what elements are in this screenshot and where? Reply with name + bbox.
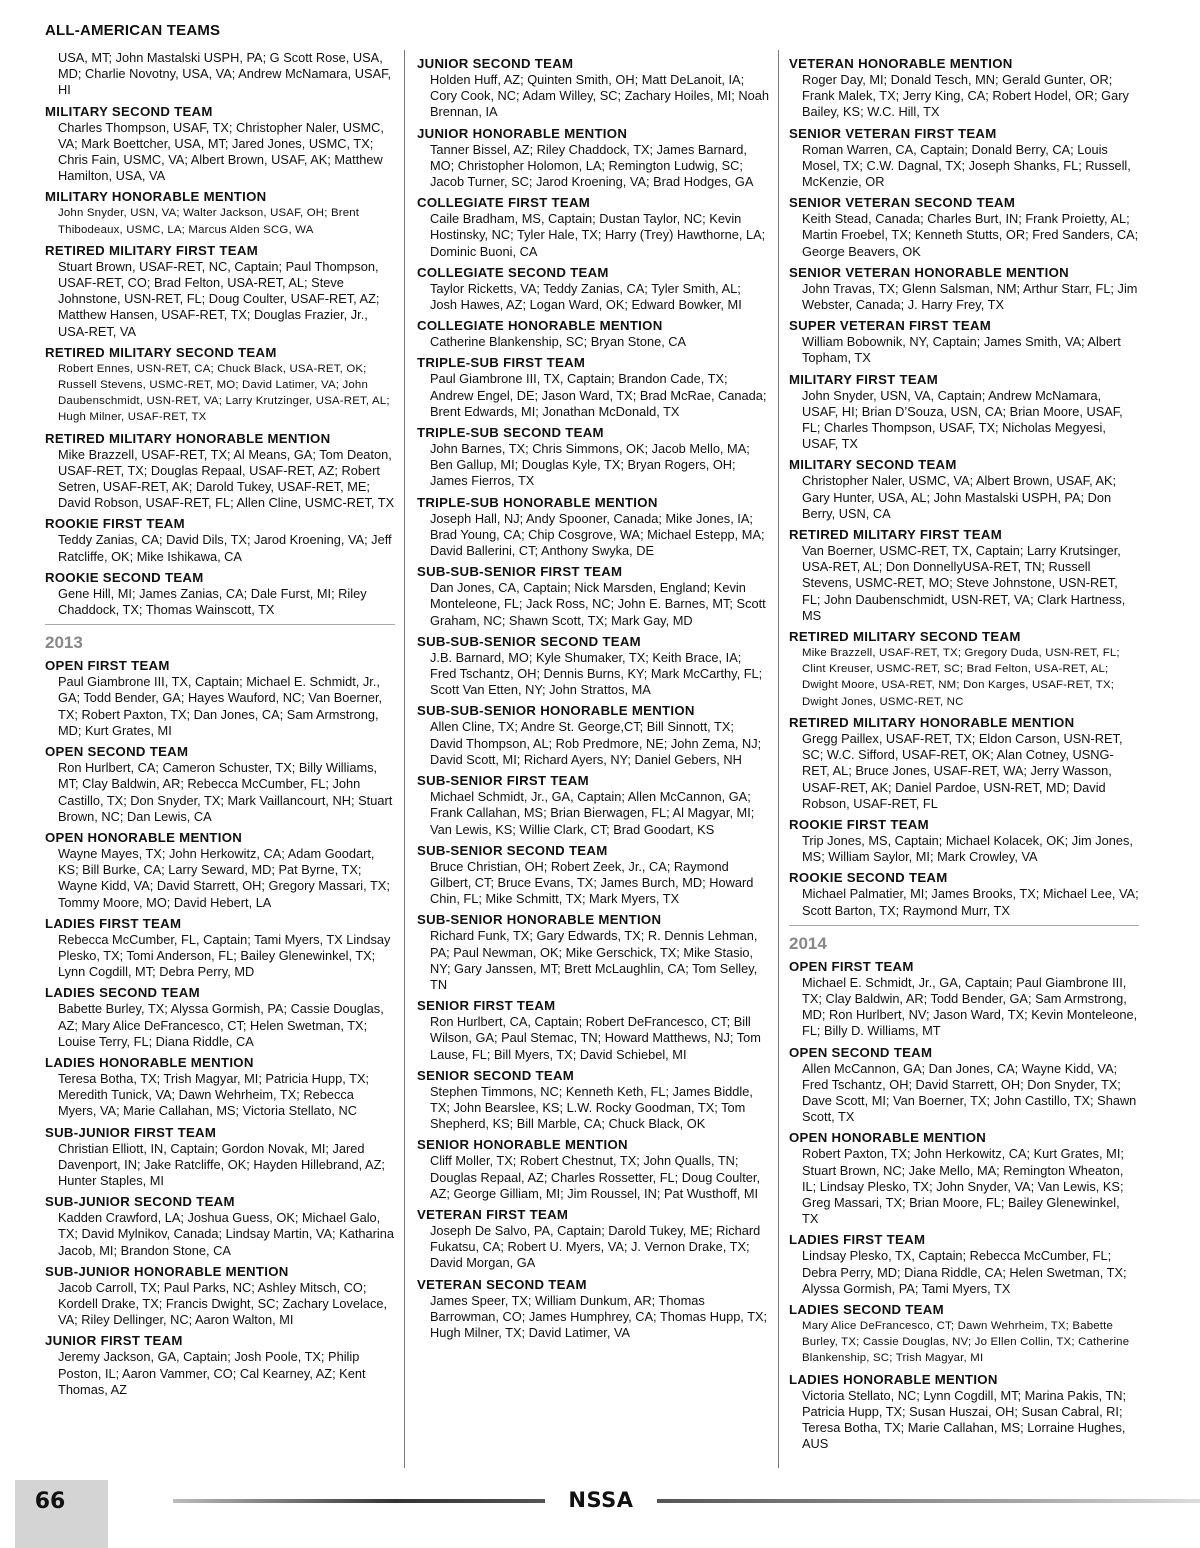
team-heading: OPEN SECOND TEAM: [789, 1044, 933, 1060]
team-section: [417, 564, 769, 629]
team-heading: JUNIOR SECOND TEAM: [417, 56, 574, 71]
team-heading: SENIOR FIRST TEAM: [417, 998, 556, 1014]
team-heading: MILITARY SECOND TEAM: [45, 103, 213, 119]
team-roster: John Barnes, TX; Chris Simmons, OK; Jacob Mello, MA; Ben Gallup, MI; Douglas Kyle, TX; Bryan Rogers, OH; James Fierros, TX: [430, 441, 750, 489]
team-section: [417, 495, 769, 560]
team-heading: ROOKIE FIRST TEAM: [45, 516, 185, 532]
team-heading: VETERAN HONORABLE MENTION: [789, 56, 1013, 71]
team-section: [417, 634, 769, 699]
column-divider: [404, 50, 405, 1468]
team-roster: Rebecca McCumber, FL, Captain; Tami Myers, TX Lindsay Plesko, TX; Tomi Anderson, FL; Bailey Glenewinkel, TX; Lynn Cogdill, MT; Debra Perry, MD: [58, 931, 391, 980]
team-section: [789, 817, 1139, 865]
team-section: [789, 870, 1139, 918]
team-section: [789, 1372, 1139, 1453]
team-roster: Holden Huff, AZ; Quinten Smith, OH; Matt DeLanoit, IA; Cory Cook, NC; Adam Willey, SC; Zachary Hoiles, MI; Noah Brennan, IA: [430, 72, 769, 120]
team-roster: William Bobownik, NY, Captain; James Smith, VA; Albert Topham, TX: [802, 334, 1121, 366]
team-section: [417, 1207, 769, 1272]
team-roster: Taylor Ricketts, VA; Teddy Zanias, CA; Tyler Smith, AL; Josh Hawes, AZ; Logan Ward, OK; Edward Bowker, MI: [430, 280, 742, 313]
team-heading: OPEN HONORABLE MENTION: [789, 1130, 987, 1146]
team-roster: John Travas, TX; Glenn Salsman, NM; Arthur Starr, FL; Jim Webster, Canada; J. Harry Frey, TX: [802, 280, 1138, 313]
team-section: [789, 629, 1139, 710]
team-section: [417, 56, 769, 121]
team-section: [417, 1068, 769, 1133]
team-roster: Robert Ennes, USN-RET, CA; Chuck Black, USA-RET, OK; Russell Stevens, USMC-RET, MO; David Latimer, VA; John Daubenschmidt, USN-RET, VA; Larry Krutzinger, USA-RET, AL; Hugh Milner, USAF-RET, TX: [58, 362, 390, 424]
team-roster: Richard Funk, TX; Gary Edwards, TX; R. Dennis Lehman, PA; Paul Newman, OK; Mike Gerschick, TX; Mike Stasio, NY; Gary Janssen, MT; Brett McLaughlin, CA; Tom Selley, TN: [430, 928, 758, 992]
team-section: [417, 1137, 769, 1202]
team-section: [45, 1333, 395, 1398]
team-section: [789, 1232, 1139, 1297]
team-roster: Robert Paxton, TX; John Herkowitz, CA; Kurt Grates, MI; Stuart Brown, NC; Jake Mello, MA; Remington Wheaton, IL; Lindsay Plesko, TX; John Snyder, VA; Van Lewis, KS; Greg Massari, TX; Brian Moore, FL; Bailey Glenewinkel, TX: [802, 1146, 1124, 1227]
team-section: [417, 318, 769, 350]
team-section: [417, 843, 769, 908]
team-heading: VETERAN FIRST TEAM: [417, 1206, 569, 1222]
team-roster: John Snyder, USN, VA, Captain; Andrew McNamara, USAF, HI; Brian D’Souza, USN, CA; Brian Moore, USAF, FL; Charles Thompson, USAF, TX; Nicholas Megyesi, USAF, TX: [802, 387, 1123, 452]
team-heading: JUNIOR HONORABLE MENTION: [417, 125, 628, 141]
year-heading: 2014: [789, 925, 1139, 954]
team-heading: SUB-JUNIOR FIRST TEAM: [45, 1124, 217, 1140]
team-roster: J.B. Barnard, MO; Kyle Shumaker, TX; Keith Brace, IA; Fred Tschantz, OH; Dennis Burns, KY; Mark McCarthy, FL; Scott Van Etten, NY; John Strattos, MA: [430, 649, 763, 698]
team-heading: MILITARY SECOND TEAM: [789, 457, 957, 473]
team-section: [45, 658, 395, 739]
team-roster: Paul Giambrone III, TX, Captain; Michael E. Schmidt, Jr., GA; Todd Bender, GA; Hayes Wauford, NC; Van Boerner, TX; Robert Paxton, TX; Dan Jones, CA; Sam Armstrong, MD; Kurt Grates, MI: [58, 674, 383, 738]
team-heading: RETIRED MILITARY SECOND TEAM: [789, 629, 1021, 645]
team-roster: Victoria Stellato, NC; Lynn Cogdill, MT; Marina Pakis, TN; Patricia Hupp, TX; Susan Huszai, OH; Susan Cabral, RI; Teresa Botha, TX; Marie Callahan, MS; Lorraine Hughes, AUS: [802, 1387, 1127, 1452]
team-heading: TRIPLE-SUB HONORABLE MENTION: [417, 494, 658, 510]
team-section: [417, 265, 769, 313]
team-section: [789, 195, 1139, 260]
team-roster: James Speer, TX; William Dunkum, AR; Thomas Barrowman, CO; James Humphrey, CA; Thomas Hupp, TX; Hugh Milner, TX; David Latimer, VA: [430, 1292, 768, 1340]
team-roster: Christian Elliott, IN, Captain; Gordon Novak, MI; Jared Davenport, IN; Jake Ratcliffe, OK; Hayden Hillebrand, AZ; Hunter Staples, MI: [58, 1140, 385, 1188]
team-section: [789, 318, 1139, 366]
team-heading: MILITARY FIRST TEAM: [789, 371, 939, 387]
team-section: [789, 56, 1139, 121]
footer-brand: NSSA: [568, 1488, 634, 1512]
team-roster: USA, MT; John Mastalski USPH, PA; G Scott Rose, USA, MD; Charlie Novotny, USA, VA; Andrew McNamara, USAF, HI: [58, 50, 392, 98]
team-roster: Joseph Hall, NJ; Andy Spooner, Canada; Mike Jones, IA; Brad Young, CA; Chip Cosgrove, WA; Michael Estepp, MA; David Ballerini, CT; Anthony Swyka, DE: [430, 510, 765, 559]
team-section: [789, 372, 1139, 453]
team-section: [45, 916, 395, 981]
team-section: [45, 50, 395, 99]
team-heading: RETIRED MILITARY SECOND TEAM: [45, 344, 277, 360]
team-heading: VETERAN SECOND TEAM: [417, 1276, 587, 1292]
team-roster: Van Boerner, USMC-RET, TX, Captain; Larry Krutsinger, USA-RET, AL; Don DonnellyUSA-RET, TN; Russell Stevens, USMC-RET, MO; Steve Johnstone, USN-RET, FL; John Daubenschmidt, USN-RET, VA; Clark Hartness, MS: [802, 543, 1126, 623]
team-heading: SUB-SENIOR HONORABLE MENTION: [417, 912, 662, 928]
team-heading: SUB-SUB-SENIOR FIRST TEAM: [417, 564, 623, 580]
team-roster: Stuart Brown, USAF-RET, NC, Captain; Paul Thompson, USAF-RET, CO; Brad Felton, USA-RET, AL; Steve Johnstone, USN-RET, FL; Doug Coulter, USAF-RET, AZ; Matthew Hansen, USAF-RET, TX; Douglas Frazier, Jr., USA-RET, VA: [58, 258, 380, 339]
team-heading: TRIPLE-SUB SECOND TEAM: [417, 425, 604, 441]
team-heading: TRIPLE-SUB FIRST TEAM: [417, 355, 586, 371]
team-roster: Ron Hurlbert, CA; Cameron Schuster, TX; Billy Williams, MT; Clay Baldwin, AR; Rebecca McCumber, FL; John Castillo, TX; Don Snyder, TX; Mark Vaillancourt, NH; Stuart Brown, NC; Dan Lewis, CA: [58, 760, 393, 824]
team-heading: SUB-SUB-SENIOR HONORABLE MENTION: [417, 703, 695, 719]
team-roster: Gene Hill, MI; James Zanias, CA; Dale Furst, MI; Riley Chaddock, TX; Thomas Wainscott, TX: [58, 585, 367, 618]
team-section: [417, 425, 769, 490]
team-heading: SENIOR HONORABLE MENTION: [417, 1137, 628, 1153]
team-roster: Keith Stead, Canada; Charles Burt, IN; Frank Proietty, AL; Martin Froebel, TX; Kenneth Stutts, OR; Fred Sanders, CA; George Beavers, OK: [802, 211, 1139, 259]
team-section: [789, 715, 1139, 812]
team-heading: LADIES SECOND TEAM: [45, 985, 200, 1001]
team-section: [45, 1194, 395, 1259]
team-roster: Babette Burley, TX; Alyssa Gormish, PA; Cassie Douglas, AZ; Mary Alice DeFrancesco, CT; Helen Swetman, TX; Louise Terry, FL; Diana Riddle, CA: [58, 1001, 384, 1049]
team-heading: RETIRED MILITARY FIRST TEAM: [789, 527, 1002, 543]
team-roster: Stephen Timmons, NC; Kenneth Keth, FL; James Biddle, TX; John Bearslee, KS; L.W. Rocky Goodman, TX; Tom Shepherd, KS; Bill Marble, CA; Chuck Black, OK: [430, 1083, 753, 1132]
team-heading: LADIES FIRST TEAM: [789, 1232, 926, 1248]
team-heading: SUB-JUNIOR HONORABLE MENTION: [45, 1263, 289, 1279]
team-section: [45, 431, 395, 512]
team-heading: MILITARY HONORABLE MENTION: [45, 189, 267, 205]
team-roster: Paul Giambrone III, TX, Captain; Brandon Cade, TX; Andrew Engel, DE; Jason Ward, TX; Brad McRae, Canada; Brent Edwards, MI; Jonathan McDonald, TX: [430, 371, 767, 419]
team-roster: Michael Palmatier, MI; James Brooks, TX; Michael Lee, VA; Scott Barton, TX; Raymond Murr, TX: [802, 886, 1139, 918]
team-section: [417, 126, 769, 191]
team-section: [45, 243, 395, 340]
team-heading: JUNIOR FIRST TEAM: [45, 1333, 183, 1349]
year-heading: 2013: [45, 624, 395, 653]
column-1: [45, 50, 395, 1398]
team-heading: ROOKIE SECOND TEAM: [45, 569, 204, 585]
team-section: [45, 516, 395, 564]
team-roster: Allen McCannon, GA; Dan Jones, CA; Wayne Kidd, VA; Fred Tschantz, OH; David Starrett, OH; Don Snyder, TX; Dave Scott, MI; Van Boerner, TX; John Castillo, TX; Shawn Scott, TX: [802, 1060, 1137, 1125]
team-heading: LADIES HONORABLE MENTION: [45, 1054, 254, 1070]
column-divider: [778, 50, 779, 1468]
team-heading: SENIOR VETERAN FIRST TEAM: [789, 125, 997, 141]
team-roster: Jeremy Jackson, GA, Captain; Josh Poole, TX; Philip Poston, IL; Aaron Vammer, CO; Cal Kearney, AZ; Kent Thomas, AZ: [58, 1349, 366, 1397]
team-section: [789, 126, 1139, 191]
team-roster: Wayne Mayes, TX; John Herkowitz, CA; Adam Goodart, KS; Bill Burke, CA; Larry Seward, MD; Pat Byrne, TX; Wayne Kidd, VA; David Starrett, OH; Gregory Massari, TX; Tommy Moore, MO; David Hebert, LA: [58, 845, 390, 910]
team-section: [45, 104, 395, 185]
team-roster: Ron Hurlbert, CA, Captain; Robert DeFrancesco, CT; Bill Wilson, GA; Paul Stemac, TN; Howard Matthews, NJ; Tom Lause, FL; Bill Myers, TX; David Schiebel, MI: [430, 1014, 761, 1062]
team-section: [417, 912, 769, 993]
team-roster: Roger Day, MI; Donald Tesch, MN; Gerald Gunter, OR; Frank Malek, TX; Jerry King, CA; Robert Hodel, OR; Gary Bailey, KS; W.C. Hill, TX: [802, 72, 1129, 120]
team-section: [789, 1130, 1139, 1227]
page-number: 66: [34, 1489, 66, 1514]
team-section: [45, 570, 395, 618]
footer-rule-left: [173, 1499, 545, 1503]
team-section: [417, 703, 769, 768]
team-heading: OPEN FIRST TEAM: [45, 658, 170, 674]
team-roster: Gregg Paillex, USAF-RET, TX; Eldon Carson, USN-RET, SC; W.C. Sifford, USAF-RET, OK; Alan Cotney, USNG-RET, AL; Bruce Jones, USAF-RET, WA; Jerry Wasson, USAF-RET, AK; Daniel Pardoe, USN-RET, MD; David Robson, USAF-RET, FL: [802, 730, 1123, 811]
team-heading: SENIOR VETERAN SECOND TEAM: [789, 195, 1016, 211]
team-heading: SENIOR VETERAN HONORABLE MENTION: [789, 264, 1069, 280]
team-heading: COLLEGIATE HONORABLE MENTION: [417, 318, 663, 334]
team-roster: Joseph De Salvo, PA, Captain; Darold Tukey, ME; Richard Fukatsu, CA; Robert U. Myers, VA; J. Vernon Drake, TX; David Morgan, GA: [430, 1222, 761, 1271]
team-roster: Christopher Naler, USMC, VA; Albert Brown, USAF, AK; Gary Hunter, USA, AL; John Mastalski USPH, PA; Don Berry, USN, CA: [802, 473, 1117, 521]
team-roster: Mary Alice DeFrancesco, CT; Dawn Wehrheim, TX; Babette Burley, TX; Cassie Douglas, NV; Jo Ellen Collin, TX; Catherine Blankenship, SC; Trish Magyar, MI: [802, 1319, 1130, 1365]
team-section: [789, 1045, 1139, 1126]
team-section: [45, 345, 395, 426]
team-roster: Allen Cline, TX; Andre St. George,CT; Bill Sinnott, TX; David Thompson, AL; Rob Predmore, NE; John Zema, NJ; David Scott, MI; Richard Ayers, NY; Daniel Gebers, NH: [430, 719, 762, 767]
team-heading: LADIES HONORABLE MENTION: [789, 1371, 998, 1387]
team-section: [45, 1055, 395, 1120]
team-roster: Jacob Carroll, TX; Paul Parks, NC; Ashley Mitsch, CO; Kordell Drake, TX; Francis Dwight, SC; Zachary Lovelace, VA; Riley Dellinger, NC; Aaron Walton, MI: [58, 1279, 388, 1328]
team-section: [45, 985, 395, 1050]
team-roster: Tanner Bissel, AZ; Riley Chaddock, TX; James Barnard, MO; Christopher Holomon, LA; Remington Ludwig, SC; Jacob Turner, SC; Jarod Kroening, VA; Brad Hodges, GA: [430, 141, 754, 190]
team-roster: Teresa Botha, TX; Trish Magyar, MI; Patricia Hupp, TX; Meredith Tunick, VA; Dawn Wehrheim, TX; Rebecca Myers, VA; Marie Callahan, MS; Victoria Stellato, NC: [58, 1070, 370, 1119]
team-heading: SUB-SENIOR SECOND TEAM: [417, 842, 608, 858]
team-heading: SENIOR SECOND TEAM: [417, 1067, 575, 1083]
team-section: [417, 773, 769, 838]
team-heading: SUB-SENIOR FIRST TEAM: [417, 773, 589, 789]
team-section: [417, 195, 769, 260]
team-roster: Kadden Crawford, LA; Joshua Guess, OK; Michael Galo, TX; David Mylnikov, Canada; Lindsay Martin, VA; Katharina Jacob, MI; Brandon Stone, CA: [58, 1210, 394, 1258]
team-section: [45, 1264, 395, 1329]
team-heading: OPEN SECOND TEAM: [45, 744, 189, 760]
team-roster: Catherine Blankenship, SC; Bryan Stone, CA: [430, 334, 687, 350]
team-section: [45, 1125, 395, 1190]
team-heading: COLLEGIATE SECOND TEAM: [417, 264, 609, 280]
team-heading: ROOKIE FIRST TEAM: [789, 816, 929, 832]
column-2: [417, 51, 769, 1341]
team-roster: Michael Schmidt, Jr., GA, Captain; Allen McCannon, GA; Frank Callahan, MS; Brian Bierwagen, FL; Al Magyar, MI; Van Lewis, KS; Willie Clark, CT; Brad Goodart, KS: [430, 789, 755, 837]
team-section: [789, 457, 1139, 522]
team-heading: SUB-JUNIOR SECOND TEAM: [45, 1194, 235, 1210]
team-section: [789, 527, 1139, 624]
team-roster: Teddy Zanias, CA; David Dils, TX; Jarod Kroening, VA; Jeff Ratcliffe, OK; Mike Ishikawa, CA: [58, 532, 392, 564]
team-heading: ROOKIE SECOND TEAM: [789, 870, 948, 886]
footer-rule-right: [657, 1499, 1200, 1503]
team-section: [45, 189, 395, 237]
team-roster: Mike Brazzell, USAF-RET, TX; Al Means, GA; Tom Deaton, USAF-RET, TX; Douglas Repaal, USAF-RET, AZ; Robert Setren, USAF-RET, AK; Darold Tukey, USAF-RET, ME; David Robson, USAF-RET, FL; Allen Cline, USMC-RET, TX: [58, 446, 395, 511]
team-roster: Bruce Christian, OH; Robert Zeek, Jr., CA; Raymond Gilbert, CT; Bruce Evans, TX; James Burch, MD; Howard Chin, FL; Mike Schmitt, TX; Mark Myers, TX: [430, 858, 754, 907]
team-section: [789, 959, 1139, 1040]
team-heading: OPEN HONORABLE MENTION: [45, 829, 243, 845]
team-section: [417, 355, 769, 420]
team-heading: SUPER VETERAN FIRST TEAM: [789, 318, 992, 334]
team-section: [417, 998, 769, 1063]
team-heading: LADIES FIRST TEAM: [45, 915, 182, 931]
team-roster: Michael E. Schmidt, Jr., GA, Captain; Paul Giambrone III, TX; Clay Baldwin, AR; Todd Bender, GA; Sam Armstrong, MD; Ron Hurlbert, NV; Jason Ward, TX; Kevin Monteleone, FL; Billy D. Williams, MT: [802, 974, 1138, 1039]
team-section: [789, 265, 1139, 313]
team-heading: RETIRED MILITARY HONORABLE MENTION: [45, 430, 331, 446]
team-roster: Roman Warren, CA, Captain; Donald Berry, CA; Louis Mosel, TX; C.W. Dagnal, TX; Joseph Shanks, FL; Russell, McKenzie, OR: [802, 141, 1131, 190]
team-section: [417, 1277, 769, 1342]
team-roster: John Snyder, USN, VA; Walter Jackson, USAF, OH; Brent Thibodeaux, USMC, LA; Marcus Alden SCG, WA: [58, 207, 360, 236]
team-roster: Charles Thompson, USAF, TX; Christopher Naler, USMC, VA; Mark Boettcher, USA, MT; Jared Jones, USMC, TX; Chris Fain, USMC, VA; Albert Brown, USAF, AK; Matthew Hamilton, USA, VA: [58, 119, 384, 184]
team-roster: Caile Bradham, MS, Captain; Dustan Taylor, NC; Kevin Hostinsky, NC; Tyler Hale, TX; Harry (Trey) Hawthorne, LA; Dominic Buoni, CA: [430, 211, 766, 259]
team-roster: Lindsay Plesko, TX, Captain; Rebecca McCumber, FL; Debra Perry, MD; Diana Riddle, CA; Helen Swetman, TX; Alyssa Gormish, PA; Tami Myers, TX: [802, 1248, 1127, 1296]
team-heading: COLLEGIATE FIRST TEAM: [417, 195, 591, 211]
team-heading: OPEN FIRST TEAM: [789, 958, 914, 974]
team-heading: RETIRED MILITARY HONORABLE MENTION: [789, 714, 1075, 730]
team-roster: Mike Brazzell, USAF-RET, TX; Gregory Duda, USN-RET, FL; Clint Kreuser, USMC-RET, SC; Brad Felton, USA-RET, AL; Dwight Moore, USA-RET, NM; Don Karges, USAF-RET, TX; Dwight Jones, USMC-RET, NC: [802, 647, 1120, 708]
team-heading: RETIRED MILITARY FIRST TEAM: [45, 242, 258, 258]
team-section: [789, 1302, 1139, 1367]
column-3: [789, 51, 1139, 1452]
team-heading: SUB-SUB-SENIOR SECOND TEAM: [417, 633, 641, 649]
team-roster: Trip Jones, MS, Captain; Michael Kolacek, OK; Jim Jones, MS; William Saylor, MI; Mark Crowley, VA: [802, 832, 1133, 865]
page-title: ALL-AMERICAN TEAMS: [45, 22, 221, 39]
team-section: [45, 744, 395, 825]
team-roster: Dan Jones, CA, Captain; Nick Marsden, England; Kevin Monteleone, FL; Jack Ross, NC; John E. Barnes, MT; Scott Graham, NC; Shawn Scott, TX; Mark Gay, MD: [430, 580, 766, 628]
team-roster: Cliff Moller, TX; Robert Chestnut, TX; John Qualls, TN; Douglas Repaal, AZ; Charles Rossetter, FL; Doug Coulter, AZ; George Gilliam, MI; Jim Roussel, IN; Pat Wusthoff, MI: [430, 1153, 761, 1201]
team-heading: LADIES SECOND TEAM: [789, 1301, 944, 1317]
team-section: [45, 830, 395, 911]
